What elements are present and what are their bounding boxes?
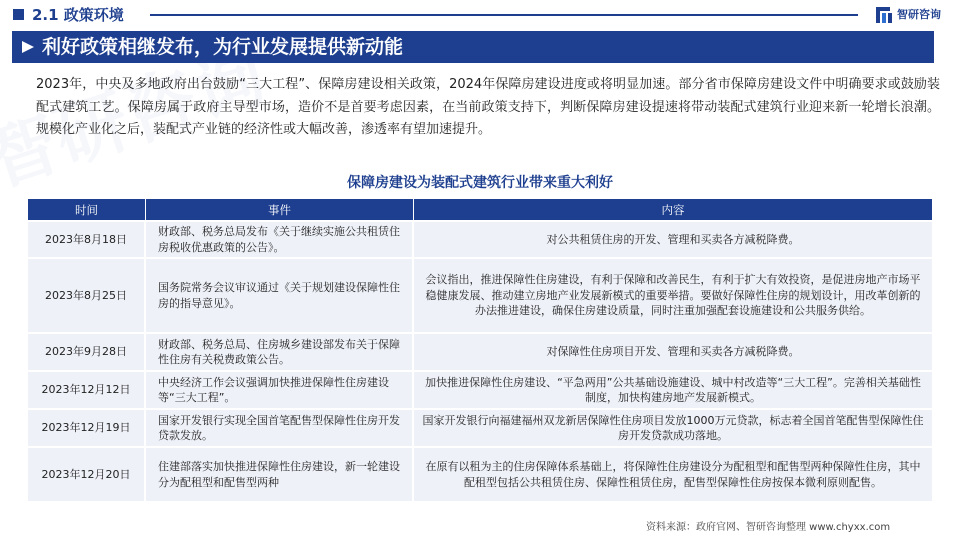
row-content: 加快推进保障性住房建设、“平急两用”公共基础设施建设、城中村改造等“三大工程”。完善相关基础性制度，加快构建房地产发展新模式。 bbox=[414, 370, 932, 408]
table-row bbox=[28, 257, 932, 332]
row-content: 对保障性住房项目开发、管理和买卖各方减税降费。 bbox=[414, 332, 932, 370]
row-event: 国务院常务会议审议通过《关于规划建设保障性住房的指导意见》。 bbox=[146, 257, 414, 332]
row-content: 国家开发银行向福建福州双龙新居保障性住房项目发放1000万元贷款，标志着全国首笔配售型保障性住房开发贷款成功落地。 bbox=[414, 408, 932, 446]
intro-paragraph: 2023年，中央及多地政府出台鼓励“三大工程”、保障房建设相关政策，2024年保障房建设进度或将明显加速。部分省市保障房建设文件中明确要求或鼓励装配式建筑工艺。保障房属于政府主导型市场，造价不是首要考虑因素，在当前政策支持下，判断保障房建设提速将带动装配式建筑行业迎来新一轮增长浪潮。规模化产业化之后，装配式产业链的经济性或大幅改善，渗透率有望加速提升。 bbox=[36, 77, 940, 137]
top-header bbox=[0, 0, 960, 30]
table-row bbox=[28, 220, 932, 257]
table-row bbox=[28, 370, 932, 408]
row-event: 住建部落实加快推进保障性住房建设，新一轮建设分为配租型和配售型两种 bbox=[146, 446, 414, 501]
table-row bbox=[28, 408, 932, 446]
row-date: 2023年8月18日 bbox=[28, 220, 146, 257]
row-content: 在原有以租为主的住房保障体系基础上，将保障性住房建设分为配租型和配售型两种保障性住房，其中配租型包括公共租赁住房、保障性租赁住房，配售型保障性住房按保本微利原则配售。 bbox=[414, 446, 932, 501]
row-content: 会议指出，推进保障性住房建设，有利于保障和改善民生，有利于扩大有效投资，是促进房地产市场平稳健康发展、推动建立房地产业发展新模式的重要举措。要做好保障性住房的规划设计，用改革创新的办法推进建设，确保住房建设质量，同时注重加强配套设施建设和公共服务供给。 bbox=[414, 257, 932, 332]
table-caption: 保障房建设为装配式建筑行业带来重大利好 bbox=[347, 175, 613, 191]
section-title: 2.1 政策环境 bbox=[32, 6, 124, 24]
row-event: 中央经济工作会议强调加快推进保障性住房建设等“三大工程”。 bbox=[146, 370, 414, 408]
row-event: 国家开发银行实现全国首笔配售型保障性住房开发贷款发放。 bbox=[146, 408, 414, 446]
brand bbox=[876, 6, 941, 24]
row-content: 对公共租赁住房的开发、管理和买卖各方减税降费。 bbox=[414, 220, 932, 257]
source-note: 资料来源：政府官网、智研咨询整理 www.chyxx.com bbox=[646, 522, 891, 533]
row-event: 财政部、税务总局、住房城乡建设部发布关于保障性住房有关税费政策公告。 bbox=[146, 332, 414, 370]
row-date: 2023年9月28日 bbox=[28, 332, 146, 370]
row-date: 2023年8月25日 bbox=[28, 257, 146, 332]
brand-name: 智研咨询 bbox=[897, 8, 941, 21]
table-row bbox=[28, 446, 932, 501]
banner-chevron-icon bbox=[22, 41, 34, 53]
row-date: 2023年12月12日 bbox=[28, 370, 146, 408]
table-row bbox=[28, 332, 932, 370]
row-date: 2023年12月20日 bbox=[28, 446, 146, 501]
section-marker-icon bbox=[13, 9, 24, 20]
column-header-time: 时间 bbox=[28, 199, 146, 220]
page-title: 利好政策相继发布，为行业发展提供新动能 bbox=[42, 36, 404, 58]
table-header-row bbox=[28, 199, 932, 220]
column-header-content: 内容 bbox=[414, 199, 932, 220]
row-event: 财政部、税务总局发布《关于继续实施公共租赁住房税收优惠政策的公告》。 bbox=[146, 220, 414, 257]
header-divider bbox=[150, 14, 858, 16]
zhiyan-logo-icon bbox=[876, 7, 894, 23]
row-date: 2023年12月19日 bbox=[28, 408, 146, 446]
column-header-event: 事件 bbox=[146, 199, 414, 220]
policy-table bbox=[28, 199, 932, 501]
